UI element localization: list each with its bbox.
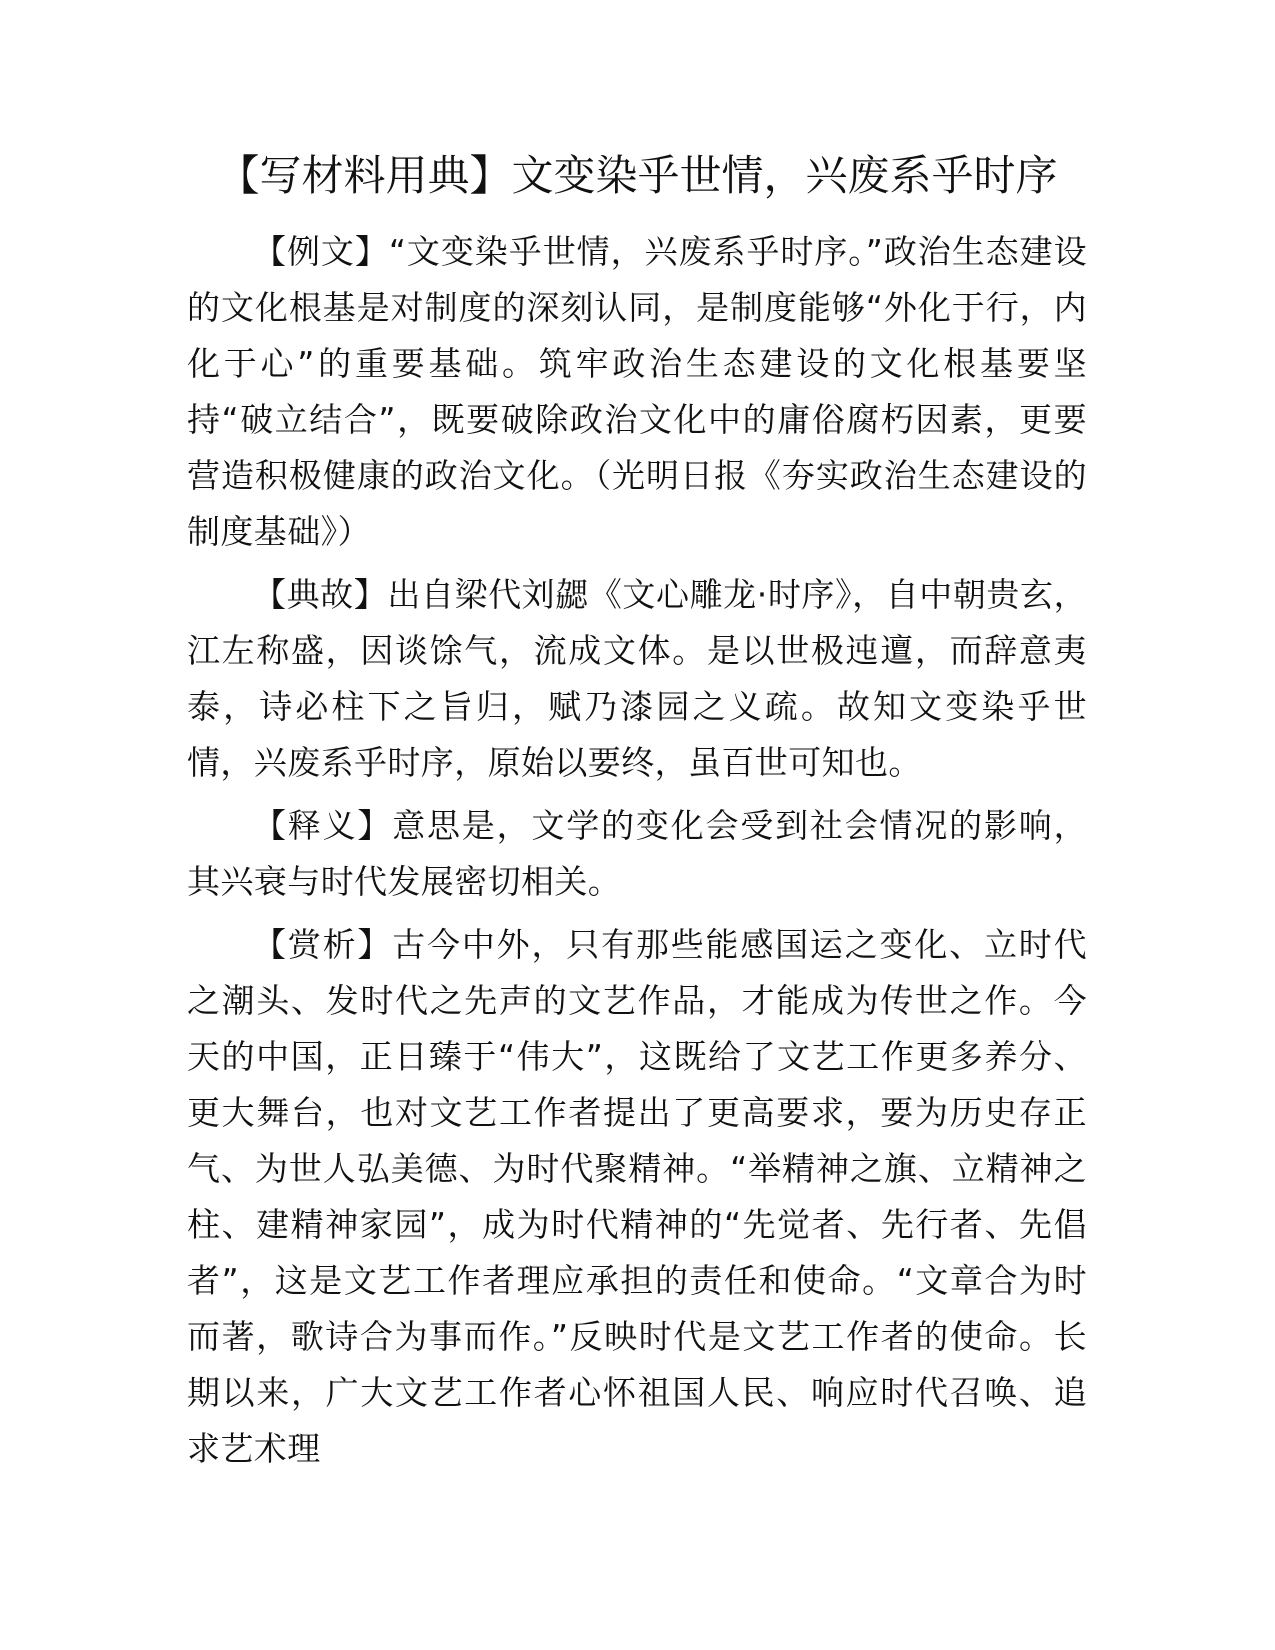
paragraph-example: 【例文】“文变染乎世情，兴废系乎时序。”政治生态建设的文化根基是对制度的深刻认同，是制度能够“外化于行，内化于心”的重要基础。筑牢政治生态建设的文化根基要坚持“破立结合”，既要破除政治文化中的庸俗腐朽因素，更要营造积极健康的政治文化。（光明日报《夯实政治生态建设的制度基础》） — [187, 232, 1087, 551]
paragraph-allusion: 【典故】出自梁代刘勰《文心雕龙·时序》，自中朝贵玄，江左称盛，因谈馀气，流成文体。是以世极迍邅，而辞意夷泰，诗必柱下之旨归，赋乃漆园之义疏。故知文变染乎世情，兴废系乎时序，原始以要终，虽百世可知也。 — [187, 575, 1087, 782]
document-body — [187, 224, 1087, 1484]
document-title: 【写材料用典】文变染乎世情，兴废系乎时序 — [217, 151, 1058, 200]
paragraph-appreciation: 【赏析】古今中外，只有那些能感国运之变化、立时代之潮头、发时代之先声的文艺作品，才能成为传世之作。今天的中国，正日臻于“伟大”，这既给了文艺工作更多养分、更大舞台，也对文艺工作者提出了更高要求，要为历史存正气、为世人弘美德、为时代聚精神。“举精神之旗、立精神之柱、建精神家园”，成为时代精神的“先觉者、先行者、先倡者”，这是文艺工作者理应承担的责任和使命。“文章合为时而著，歌诗合为事而作。”反映时代是文艺工作者的使命。长期以来，广大文艺工作者心怀祖国人民、响应时代召唤、追求艺术理 — [187, 925, 1087, 1468]
paragraph-meaning: 【释义】意思是，文学的变化会受到社会情况的影响，其兴衰与时代发展密切相关。 — [187, 806, 1087, 901]
